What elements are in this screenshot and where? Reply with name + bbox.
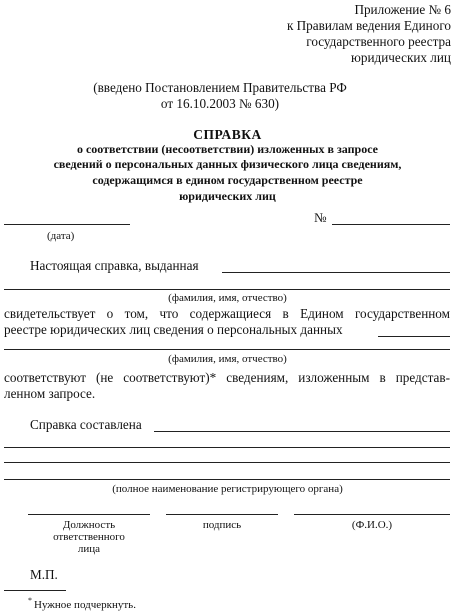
position-caption-3: лица (77, 543, 101, 555)
annex-line-2: к Правилам ведения Единого (286, 18, 451, 33)
issued-to-line (222, 272, 450, 273)
title-line-3: содержащимся в едином государственном реестре (92, 173, 363, 187)
correspond-line-1: соответствуют (не соответствуют)* сведениям, изложенным в представ- (4, 370, 450, 385)
date-caption: (дата) (47, 230, 75, 242)
document-title: СПРАВКА (193, 127, 262, 142)
signature-caption: подпись (202, 519, 242, 531)
position-signature-line (28, 514, 150, 515)
introduced-line-1: (введено Постановлением Правительства РФ (93, 80, 347, 95)
title-line-2: сведений о персональных данных физического лица сведениям, (53, 157, 402, 171)
organ-caption: (полное наименование регистрирующего органа) (112, 483, 343, 495)
footnote-text: Нужное подчеркнуть. (34, 599, 136, 611)
footnote-divider (4, 590, 66, 591)
introduced-line-2: от 16.10.2003 № 630) (160, 96, 280, 111)
fio-caption-2: (фамилия, имя, отчество) (168, 353, 287, 365)
compiled-label: Справка составлена (30, 417, 142, 432)
date-line (4, 224, 130, 225)
position-caption-2: ответственного (53, 531, 125, 543)
signature-line (166, 514, 278, 515)
fio-caption: (Ф.И.О.) (351, 519, 393, 531)
position-caption-1: Должность (62, 519, 116, 531)
certifies-line-2: реестре юридических лиц сведения о персональных данных (4, 322, 343, 337)
compiled-line-1 (154, 431, 450, 432)
compiled-line-3 (4, 462, 450, 463)
title-line-1: о соответствии (несоответствии) изложенных в запросе (76, 142, 379, 156)
annex-line-4: юридических лиц (351, 50, 451, 65)
footnote-mark: * (28, 596, 32, 605)
issued-to-line-2 (4, 289, 450, 290)
fio-caption-1: (фамилия, имя, отчество) (168, 292, 287, 304)
annex-line-1: Приложение № 6 (354, 2, 451, 17)
issued-to-label: Настоящая справка, выданная (30, 258, 199, 273)
compiled-line-4 (4, 479, 450, 480)
certifies-line-fill (378, 336, 450, 337)
correspond-line-2: ленном запросе. (4, 386, 96, 401)
compiled-line-2 (4, 447, 450, 448)
number-sign: № (314, 210, 327, 225)
fio-line-2 (4, 349, 450, 350)
number-line (332, 224, 450, 225)
fio-signature-line (294, 514, 450, 515)
certifies-line-1: свидетельствует о том, что содержащиеся в Едином государственном (4, 306, 450, 321)
annex-line-3: государственного реестра (306, 34, 451, 49)
seal-place: М.П. (30, 567, 58, 582)
title-line-4: юридических лиц (179, 189, 276, 203)
